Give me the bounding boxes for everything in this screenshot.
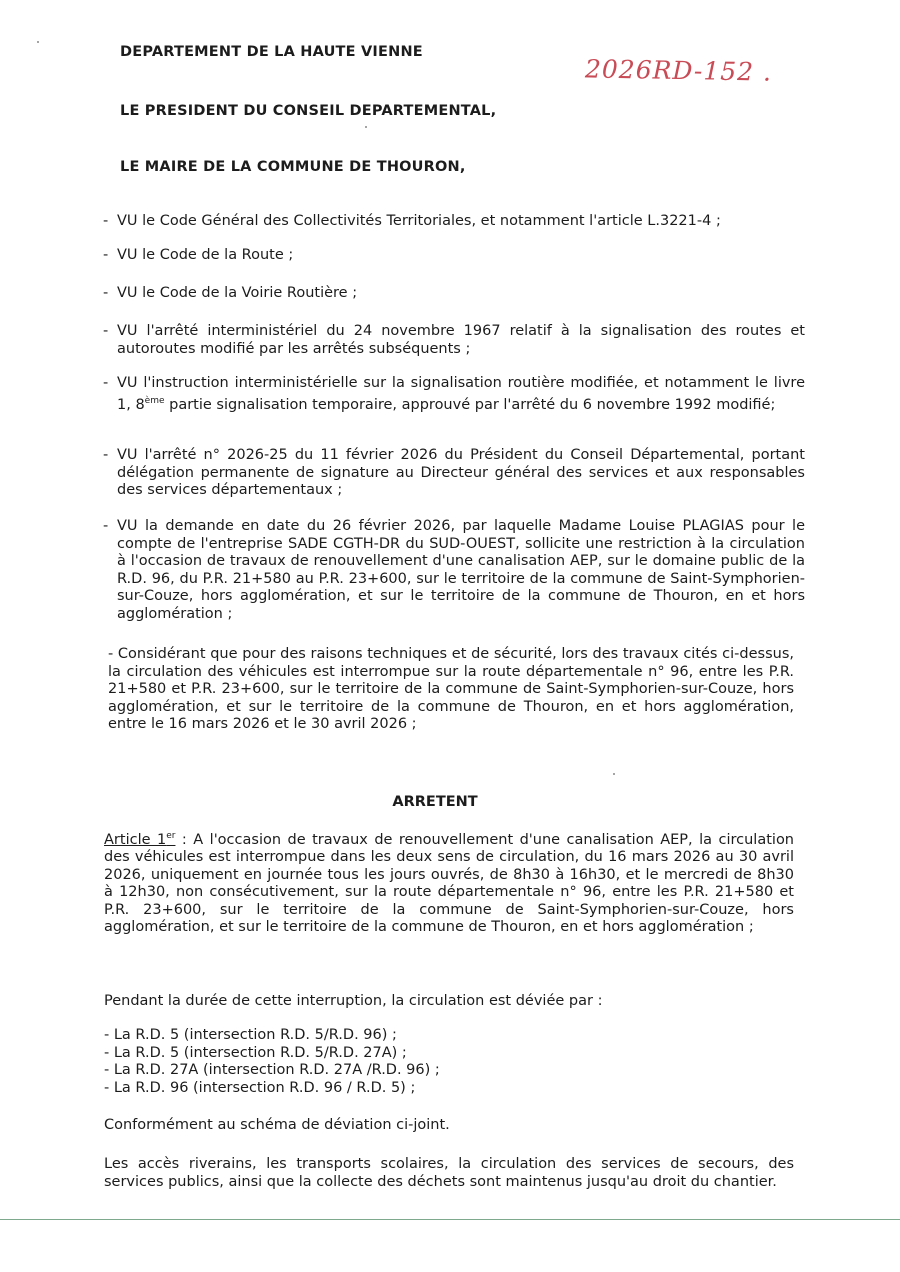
consideration-item: [103, 447, 805, 500]
bullet-dash: -: [103, 447, 109, 463]
bullet-dash: -: [103, 285, 109, 301]
consideration-text: VU la demande en date du 26 février 2026, par laquelle Madame Louise PLAGIAS pour le compte de l'entreprise SADE CGTH-DR du SUD-OUEST, sollicite une restriction à la circulation à l'occasion de travaux de renouvellement d'une canalisation AEP, sur le domaine public de la R.D. 96, du P.R. 21+580 au P.R. 23+600, sur le territoire de la commune de Saint-Symphorien-sur-Couze, hors agglomération, et sur le territoire de la commune de Thouron, en et hors agglomération ;: [117, 518, 805, 622]
access-note: Les accès riverains, les transports scolaires, la circulation des services de secours, des services publics, ainsi que la collecte des déchets sont maintenus jusqu'au droit du chantier.: [104, 1156, 794, 1190]
department-heading: DEPARTEMENT DE LA HAUTE VIENNE: [120, 44, 423, 60]
article-1-paragraph: [104, 828, 794, 937]
deviation-route: - La R.D. 5 (intersection R.D. 5/R.D. 96) ;: [104, 1027, 397, 1043]
consideration-text: VU l'arrêté n° 2026-25 du 11 février 2026 du Président du Conseil Départemental, portant délégation permanente de signature au Directeur général des services et aux responsables des services départementaux ;: [117, 447, 805, 498]
schema-note: Conformément au schéma de déviation ci-joint.: [104, 1117, 450, 1133]
page-bottom-rule: [0, 1219, 900, 1220]
bullet-dash: -: [103, 323, 109, 339]
bullet-dash: -: [103, 518, 109, 534]
consideration-text: VU le Code de la Voirie Routière ;: [117, 285, 358, 301]
consideration-item: [103, 375, 805, 414]
consideration-text: VU l'arrêté interministériel du 24 novembre 1967 relatif à la signalisation des routes et autoroutes modifié par les arrêtés subséquents ;: [117, 323, 805, 357]
consideration-text: VU le Code de la Route ;: [117, 247, 294, 263]
bullet-dash: -: [103, 213, 109, 229]
deviation-route: - La R.D. 5 (intersection R.D. 5/R.D. 27A) ;: [104, 1044, 407, 1061]
consideration-text-part: partie signalisation temporaire, approuvé par l'arrêté du 6 novembre 1992 modifié;: [164, 396, 776, 413]
president-heading: LE PRESIDENT DU CONSEIL DEPARTEMENTAL,: [120, 103, 497, 119]
scan-speck: [37, 41, 39, 43]
bullet-dash: -: [103, 375, 109, 391]
article-label-sup: er: [166, 831, 176, 841]
mayor-heading: LE MAIRE DE LA COMMUNE DE THOURON,: [120, 159, 466, 175]
deviation-intro: Pendant la durée de cette interruption, la circulation est déviée par :: [104, 993, 603, 1009]
bullet-dash: -: [103, 247, 109, 263]
considerant-paragraph: - Considérant que pour des raisons techniques et de sécurité, lors des travaux cités ci-dessus, la circulation des véhicules est interrompue sur la route départementale n° 96, entre les P.R. 21+580 et P.R. 23+600, sur le territoire de la commune de Saint-Symphorien-sur-Couze, hors agglomération, et sur le territoire de la commune de Thouron, en et hors agglomération, entre le 16 mars 2026 et le 30 avril 2026 ;: [108, 646, 794, 732]
superscript: ème: [144, 395, 165, 406]
deviation-route: - La R.D. 27A (intersection R.D. 27A /R.D. 96) ;: [104, 1062, 440, 1078]
consideration-text: [103, 375, 805, 414]
consideration-item: [103, 285, 805, 303]
consideration-item: [103, 323, 805, 358]
article-1-label: [104, 832, 175, 848]
decision-title: ARRETENT: [392, 794, 478, 810]
consideration-item: [103, 213, 805, 231]
scan-speck: [365, 126, 367, 128]
consideration-text-part: VU l'instruction interministérielle sur la signalisation routière modifiée, et notamment le livre 1, 8: [117, 375, 805, 413]
consideration-item: [103, 247, 805, 265]
reference-stamp: 2026RD-152 .: [584, 54, 773, 87]
article-label-text: Article 1: [104, 831, 167, 848]
article-1-text: : A l'occasion de travaux de renouvellement d'une canalisation AEP, la circulation des véhicules est interrompue dans les deux sens de circulation, du 16 mars 2026 au 30 avril 2026, uniquement en journée tous les jours ouvrés, de 8h30 à 16h30, et le mercredi de 8h30 à 12h30, non consécutivement, sur la route départementale n° 96, entre les P.R. 21+580 et P.R. 23+600, sur le territoire de la commune de Saint-Symphorien-sur-Couze, hors agglomération, et sur le territoire de la commune de Thouron, en et hors agglomération ;: [104, 831, 795, 936]
deviation-route: - La R.D. 96 (intersection R.D. 96 / R.D. 5) ;: [104, 1079, 416, 1096]
consideration-text: VU le Code Général des Collectivités Territoriales, et notamment l'article L.3221-4 ;: [117, 213, 721, 229]
scan-speck: [613, 773, 615, 775]
consideration-item: [103, 518, 805, 623]
deviation-route-list: [104, 1027, 440, 1097]
